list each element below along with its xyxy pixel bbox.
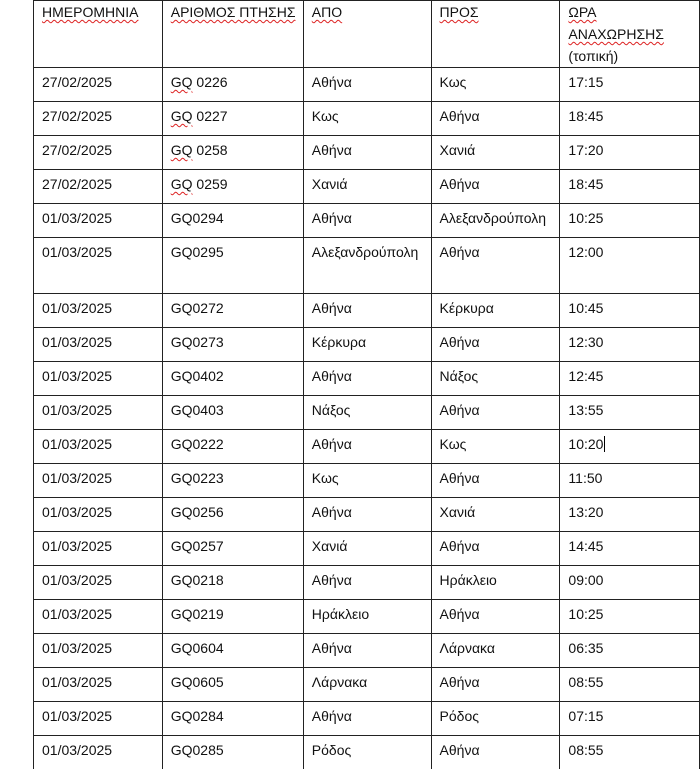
- cell-from[interactable]: [303, 566, 431, 600]
- to-text: Νάξος: [440, 368, 479, 384]
- header-from-label: ΑΠΟ: [312, 4, 342, 20]
- cell-to[interactable]: [431, 294, 560, 328]
- to-text: Ρόδος: [440, 708, 479, 724]
- table-row: [34, 736, 700, 769]
- cell-flight[interactable]: [162, 136, 303, 170]
- cell-date[interactable]: [34, 396, 163, 430]
- cell-date[interactable]: [34, 498, 163, 532]
- table-row: [34, 464, 700, 498]
- cell-from[interactable]: [303, 498, 431, 532]
- cell-flight[interactable]: [162, 668, 303, 702]
- flight-prefix: GQ0605: [171, 674, 224, 690]
- flight-number: 0258: [193, 142, 228, 158]
- table-row: [34, 136, 700, 170]
- time-text: 18:45: [568, 108, 603, 124]
- time-text: 09:00: [568, 572, 603, 588]
- date-text: 01/03/2025: [42, 436, 112, 452]
- cell-date[interactable]: [34, 170, 163, 204]
- flight-number: 0226: [193, 74, 228, 90]
- flight-prefix: GQ0218: [171, 572, 224, 588]
- cell-from[interactable]: [303, 702, 431, 736]
- flight-prefix: GQ0294: [171, 210, 224, 226]
- cell-time[interactable]: [560, 362, 700, 396]
- cell-to[interactable]: [431, 736, 560, 769]
- cell-to[interactable]: [431, 600, 560, 634]
- flight-prefix: GQ0257: [171, 538, 224, 554]
- header-flight-label: ΑΡΙΘΜΟΣ ΠΤΗΣΗΣ: [171, 4, 296, 20]
- cell-date[interactable]: [34, 736, 163, 769]
- time-text: 10:25: [568, 210, 603, 226]
- to-text: Κως: [440, 436, 467, 452]
- cell-date[interactable]: [34, 68, 163, 102]
- cell-time[interactable]: [560, 328, 700, 362]
- cell-time[interactable]: [560, 136, 700, 170]
- date-text: 01/03/2025: [42, 244, 112, 260]
- cell-time[interactable]: [560, 464, 700, 498]
- from-text: Νάξος: [312, 402, 351, 418]
- cell-flight[interactable]: [162, 68, 303, 102]
- cell-from[interactable]: [303, 136, 431, 170]
- table-row: [34, 68, 700, 102]
- to-text: Αθήνα: [440, 538, 480, 554]
- cell-date[interactable]: [34, 668, 163, 702]
- to-text: Αθήνα: [440, 470, 480, 486]
- cell-time[interactable]: [560, 498, 700, 532]
- table-row: [34, 498, 700, 532]
- cell-date[interactable]: [34, 430, 163, 464]
- cell-from[interactable]: [303, 430, 431, 464]
- to-text: Χανιά: [440, 504, 476, 520]
- to-text: Αθήνα: [440, 742, 480, 758]
- table-row: [34, 238, 700, 294]
- cell-to[interactable]: [431, 238, 560, 294]
- cell-time[interactable]: [560, 600, 700, 634]
- from-text: Αθήνα: [312, 300, 352, 316]
- cell-from[interactable]: [303, 238, 431, 294]
- cell-from[interactable]: [303, 68, 431, 102]
- cell-flight[interactable]: [162, 634, 303, 668]
- header-row: [34, 1, 700, 68]
- cell-time[interactable]: [560, 170, 700, 204]
- flight-prefix: GQ0256: [171, 504, 224, 520]
- cell-flight[interactable]: [162, 204, 303, 238]
- cell-date[interactable]: [34, 600, 163, 634]
- cell-to[interactable]: [431, 464, 560, 498]
- cell-from[interactable]: [303, 204, 431, 238]
- from-text: Κέρκυρα: [312, 334, 366, 350]
- time-text: 12:30: [568, 334, 603, 350]
- table-row: [34, 566, 700, 600]
- flight-prefix: GQ0402: [171, 368, 224, 384]
- cell-date[interactable]: [34, 294, 163, 328]
- flight-prefix: GQ0222: [171, 436, 224, 452]
- cell-date[interactable]: [34, 464, 163, 498]
- flight-prefix: GQ: [171, 142, 193, 158]
- date-text: 27/02/2025: [42, 108, 112, 124]
- cell-flight[interactable]: [162, 102, 303, 136]
- table-row: [34, 532, 700, 566]
- header-time-note: (τοπική): [568, 45, 693, 67]
- to-text: Αθήνα: [440, 176, 480, 192]
- cell-time[interactable]: [560, 736, 700, 769]
- cell-time[interactable]: [560, 532, 700, 566]
- cell-from[interactable]: [303, 532, 431, 566]
- table-row: [34, 668, 700, 702]
- header-to[interactable]: [431, 1, 560, 68]
- to-text: Αλεξανδρούπολη: [440, 210, 547, 226]
- flight-number: 0259: [193, 176, 228, 192]
- cell-date[interactable]: [34, 328, 163, 362]
- cell-date[interactable]: [34, 566, 163, 600]
- cell-time[interactable]: [560, 668, 700, 702]
- table-row: [34, 702, 700, 736]
- table-row: [34, 170, 700, 204]
- flight-number: 0227: [193, 108, 228, 124]
- cell-date[interactable]: [34, 238, 163, 294]
- cell-from[interactable]: [303, 170, 431, 204]
- flight-prefix: GQ0273: [171, 334, 224, 350]
- cell-time[interactable]: [560, 430, 700, 464]
- to-text: Χανιά: [440, 142, 476, 158]
- flight-prefix: GQ0272: [171, 300, 224, 316]
- cell-from[interactable]: [303, 668, 431, 702]
- from-text: Κως: [312, 108, 339, 124]
- cell-from[interactable]: [303, 736, 431, 769]
- cell-to[interactable]: [431, 430, 560, 464]
- cell-flight[interactable]: [162, 430, 303, 464]
- date-text: 01/03/2025: [42, 334, 112, 350]
- time-text: 12:45: [568, 368, 603, 384]
- cell-from[interactable]: [303, 328, 431, 362]
- time-text: 18:45: [568, 176, 603, 192]
- time-text: 08:55: [568, 674, 603, 690]
- cell-to[interactable]: [431, 634, 560, 668]
- date-text: 01/03/2025: [42, 300, 112, 316]
- date-text: 01/03/2025: [42, 368, 112, 384]
- table-row: [34, 396, 700, 430]
- cell-flight[interactable]: [162, 328, 303, 362]
- cell-to[interactable]: [431, 396, 560, 430]
- time-text: 10:45: [568, 300, 603, 316]
- cell-to[interactable]: [431, 498, 560, 532]
- cell-to[interactable]: [431, 702, 560, 736]
- date-text: 01/03/2025: [42, 640, 112, 656]
- date-text: 01/03/2025: [42, 538, 112, 554]
- cell-to[interactable]: [431, 102, 560, 136]
- flight-prefix: GQ: [171, 74, 193, 90]
- cell-to[interactable]: [431, 68, 560, 102]
- cell-date[interactable]: [34, 102, 163, 136]
- cell-date[interactable]: [34, 634, 163, 668]
- table-row: [34, 204, 700, 238]
- cell-time[interactable]: [560, 566, 700, 600]
- cell-flight[interactable]: [162, 600, 303, 634]
- cell-date[interactable]: [34, 136, 163, 170]
- table-row: [34, 430, 700, 464]
- cell-to[interactable]: [431, 136, 560, 170]
- header-time-label: ΩΡΑ ΑΝΑΧΩΡΗΣΗΣ: [568, 1, 693, 45]
- date-text: 01/03/2025: [42, 470, 112, 486]
- to-text: Αθήνα: [440, 244, 480, 260]
- to-text: Αθήνα: [440, 108, 480, 124]
- cell-date[interactable]: [34, 362, 163, 396]
- cell-flight[interactable]: [162, 294, 303, 328]
- flight-prefix: GQ: [171, 176, 193, 192]
- date-text: 27/02/2025: [42, 142, 112, 158]
- cell-flight[interactable]: [162, 498, 303, 532]
- flight-prefix: GQ0223: [171, 470, 224, 486]
- from-text: Ρόδος: [312, 742, 351, 758]
- to-text: Αθήνα: [440, 606, 480, 622]
- from-text: Κως: [312, 470, 339, 486]
- header-date-label: ΗΜΕΡΟΜΗΝΙΑ: [42, 4, 138, 20]
- from-text: Αθήνα: [312, 368, 352, 384]
- cell-from[interactable]: [303, 396, 431, 430]
- flight-schedule-table: [33, 0, 700, 769]
- flight-prefix: GQ0285: [171, 742, 224, 758]
- time-text: 17:20: [568, 142, 603, 158]
- cell-flight[interactable]: [162, 566, 303, 600]
- header-to-label: ΠΡΟΣ: [440, 4, 479, 20]
- to-text: Ηράκλειο: [440, 572, 497, 588]
- from-text: Χανιά: [312, 538, 348, 554]
- from-text: Αθήνα: [312, 436, 352, 452]
- header-time[interactable]: [560, 1, 700, 68]
- cell-to[interactable]: [431, 170, 560, 204]
- cell-to[interactable]: [431, 204, 560, 238]
- cell-time[interactable]: [560, 396, 700, 430]
- cell-flight[interactable]: [162, 396, 303, 430]
- from-text: Αθήνα: [312, 572, 352, 588]
- flight-prefix: GQ0284: [171, 708, 224, 724]
- to-text: Αθήνα: [440, 334, 480, 350]
- header-flight[interactable]: [162, 1, 303, 68]
- time-text: 10:25: [568, 606, 603, 622]
- date-text: 27/02/2025: [42, 176, 112, 192]
- from-text: Αλεξανδρούπολη: [312, 244, 419, 260]
- cell-flight[interactable]: [162, 362, 303, 396]
- from-text: Αθήνα: [312, 640, 352, 656]
- time-text: 12:00: [568, 244, 603, 260]
- from-text: Αθήνα: [312, 708, 352, 724]
- time-text: 14:45: [568, 538, 603, 554]
- table-row: [34, 294, 700, 328]
- time-text: 06:35: [568, 640, 603, 656]
- from-text: Αθήνα: [312, 74, 352, 90]
- from-text: Αθήνα: [312, 210, 352, 226]
- cell-time[interactable]: [560, 238, 700, 294]
- cell-time[interactable]: [560, 702, 700, 736]
- date-text: 01/03/2025: [42, 402, 112, 418]
- cell-to[interactable]: [431, 668, 560, 702]
- date-text: 01/03/2025: [42, 210, 112, 226]
- cell-from[interactable]: [303, 600, 431, 634]
- time-text: 13:20: [568, 504, 603, 520]
- date-text: 01/03/2025: [42, 572, 112, 588]
- to-text: Αθήνα: [440, 674, 480, 690]
- cell-from[interactable]: [303, 102, 431, 136]
- cell-from[interactable]: [303, 362, 431, 396]
- table-row: [34, 102, 700, 136]
- cell-from[interactable]: [303, 464, 431, 498]
- cell-date[interactable]: [34, 702, 163, 736]
- flight-prefix: GQ: [171, 108, 193, 124]
- cell-to[interactable]: [431, 532, 560, 566]
- cell-flight[interactable]: [162, 464, 303, 498]
- cell-flight[interactable]: [162, 702, 303, 736]
- time-text: 10:20: [568, 436, 603, 452]
- cell-date[interactable]: [34, 532, 163, 566]
- date-text: 01/03/2025: [42, 504, 112, 520]
- to-text: Κέρκυρα: [440, 300, 494, 316]
- cell-from[interactable]: [303, 294, 431, 328]
- date-text: 01/03/2025: [42, 742, 112, 758]
- header-from[interactable]: [303, 1, 431, 68]
- date-text: 27/02/2025: [42, 74, 112, 90]
- flight-prefix: GQ0604: [171, 640, 224, 656]
- text-cursor: [604, 436, 605, 452]
- from-text: Ηράκλειο: [312, 606, 369, 622]
- cell-flight[interactable]: [162, 238, 303, 294]
- cell-time[interactable]: [560, 294, 700, 328]
- cell-flight[interactable]: [162, 736, 303, 769]
- table-row: [34, 634, 700, 668]
- cell-from[interactable]: [303, 634, 431, 668]
- date-text: 01/03/2025: [42, 606, 112, 622]
- from-text: Αθήνα: [312, 142, 352, 158]
- cell-to[interactable]: [431, 566, 560, 600]
- date-text: 01/03/2025: [42, 708, 112, 724]
- cell-time[interactable]: [560, 68, 700, 102]
- flight-prefix: GQ0403: [171, 402, 224, 418]
- cell-to[interactable]: [431, 328, 560, 362]
- cell-time[interactable]: [560, 634, 700, 668]
- table-row: [34, 328, 700, 362]
- header-date[interactable]: [34, 1, 163, 68]
- table-row: [34, 362, 700, 396]
- cell-time[interactable]: [560, 102, 700, 136]
- cell-date[interactable]: [34, 204, 163, 238]
- time-text: 07:15: [568, 708, 603, 724]
- to-text: Κως: [440, 74, 467, 90]
- flight-prefix: GQ0219: [171, 606, 224, 622]
- time-text: 17:15: [568, 74, 603, 90]
- cell-flight[interactable]: [162, 170, 303, 204]
- from-text: Χανιά: [312, 176, 348, 192]
- flight-prefix: GQ0295: [171, 244, 224, 260]
- time-text: 08:55: [568, 742, 603, 758]
- cell-to[interactable]: [431, 362, 560, 396]
- cell-flight[interactable]: [162, 532, 303, 566]
- cell-time[interactable]: [560, 204, 700, 238]
- from-text: Αθήνα: [312, 504, 352, 520]
- to-text: Λάρνακα: [440, 640, 495, 656]
- to-text: Αθήνα: [440, 402, 480, 418]
- from-text: Λάρνακα: [312, 674, 367, 690]
- time-text: 13:55: [568, 402, 603, 418]
- time-text: 11:50: [568, 470, 602, 486]
- table-row: [34, 600, 700, 634]
- date-text: 01/03/2025: [42, 674, 112, 690]
